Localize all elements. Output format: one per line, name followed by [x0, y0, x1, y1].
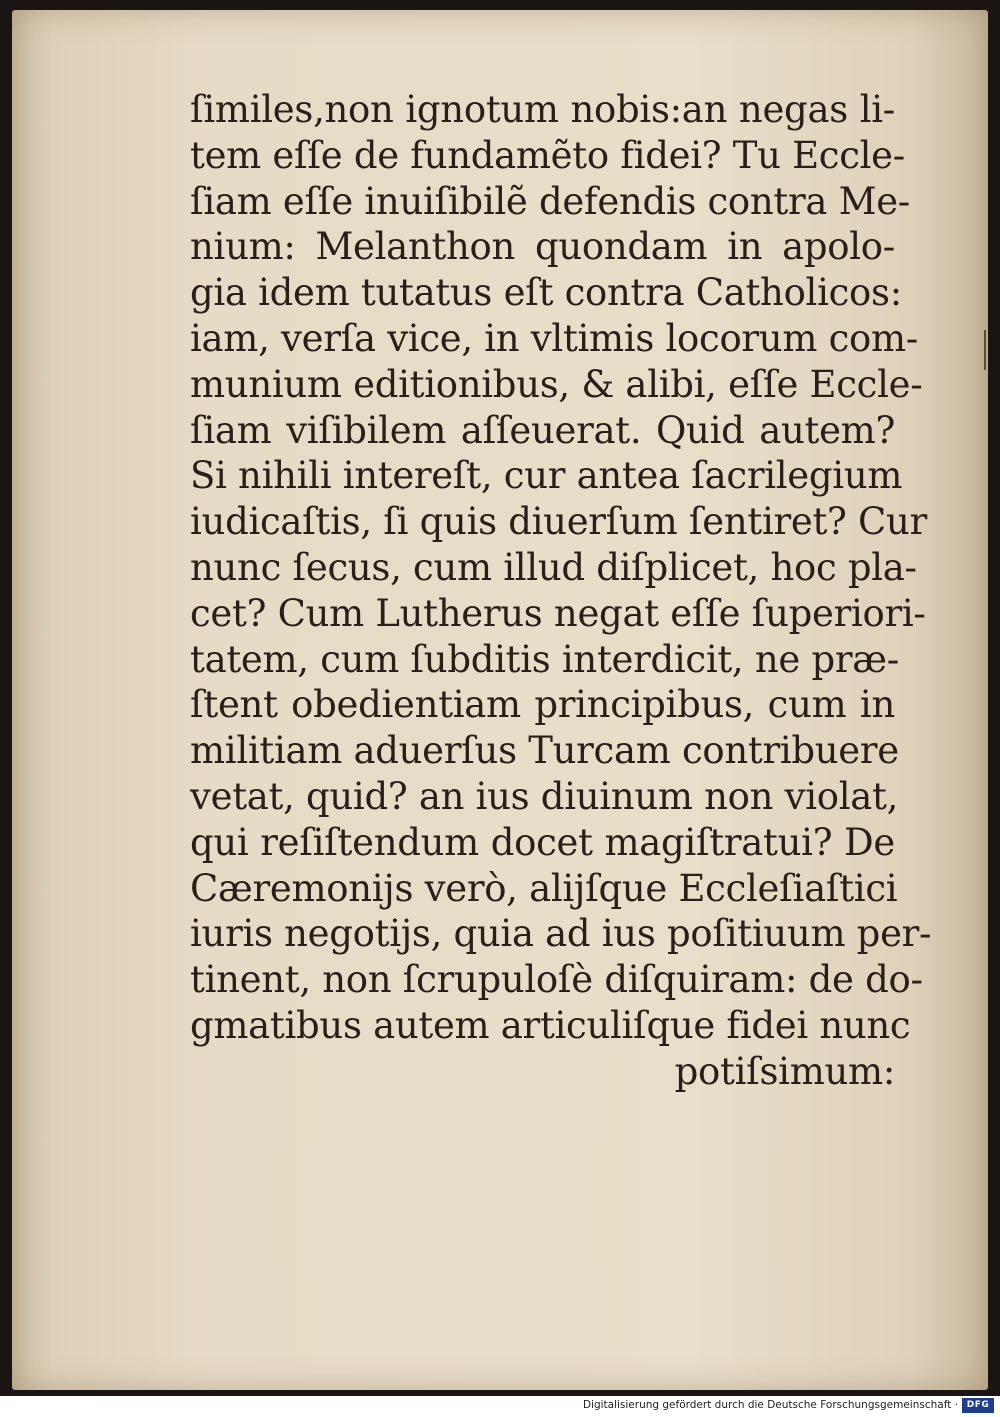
text-line: gia idem tutatus eſt contra Catholicos: [190, 271, 902, 315]
text-line: ſiam eſſe inuiſibilẽ defendis contra Me- [190, 179, 910, 223]
text-line: tinent, non ſcrupuloſè diſquiram: de do- [190, 958, 923, 1002]
text-line: tem eſſe de fundamẽto fidei? Tu Eccle- [190, 133, 905, 177]
text-line: iuris negotijs, quia ad ius poſitiuum per- [190, 912, 932, 956]
text-line: gmatibus autem articuliſque fidei nunc [190, 1003, 911, 1047]
dfg-logo-icon: DFG [962, 1398, 994, 1413]
text-line: vetat, quid? an ius diuinum non violat, [190, 774, 899, 818]
text-line: nium: Melanthon quondam in apolo- [190, 225, 895, 269]
text-line: tatem, cum ſubditis interdicit, ne præ- [190, 637, 899, 681]
footer-bar [0, 1396, 1000, 1417]
funding-credit: Digitalisierung gefördert durch die Deutsche Forschungsgemeinschaft · [582, 1399, 958, 1411]
text-line: qui reſiſtendum docet magiſtratui? De [190, 820, 895, 864]
text-line: militiam aduerſus Turcam contribuere [190, 729, 899, 773]
catchword: potiſsimum: [674, 1049, 895, 1093]
text-line: Cæremonijs verò, alijſque Eccleſiaſtici [190, 866, 898, 910]
text-line: iam, verſa vice, in vltimis locorum com- [190, 316, 918, 360]
text-line: nunc ſecus, cum illud diſplicet, hoc pla- [190, 545, 917, 589]
text-line: ſiam viſibilem aſſeuerat. Quid autem? [190, 408, 895, 452]
text-line: Si nihili intereſt, cur antea ſacrilegium [190, 454, 903, 498]
text-line: cet? Cum Lutherus negat eſſe ſuperiori- [190, 591, 926, 635]
main-text-block [190, 87, 932, 1095]
page-edge-mark [984, 330, 986, 370]
text-line: ſtent obedientiam principibus, cum in [190, 683, 895, 727]
text-line: ſimiles,non ignotum nobis:an negas li- [190, 88, 895, 131]
text-line: iudicaſtis, ſi quis diuerſum ſentiret? Cur [190, 500, 927, 544]
text-line: munium editionibus, & alibi, eſſe Eccle- [190, 362, 923, 406]
